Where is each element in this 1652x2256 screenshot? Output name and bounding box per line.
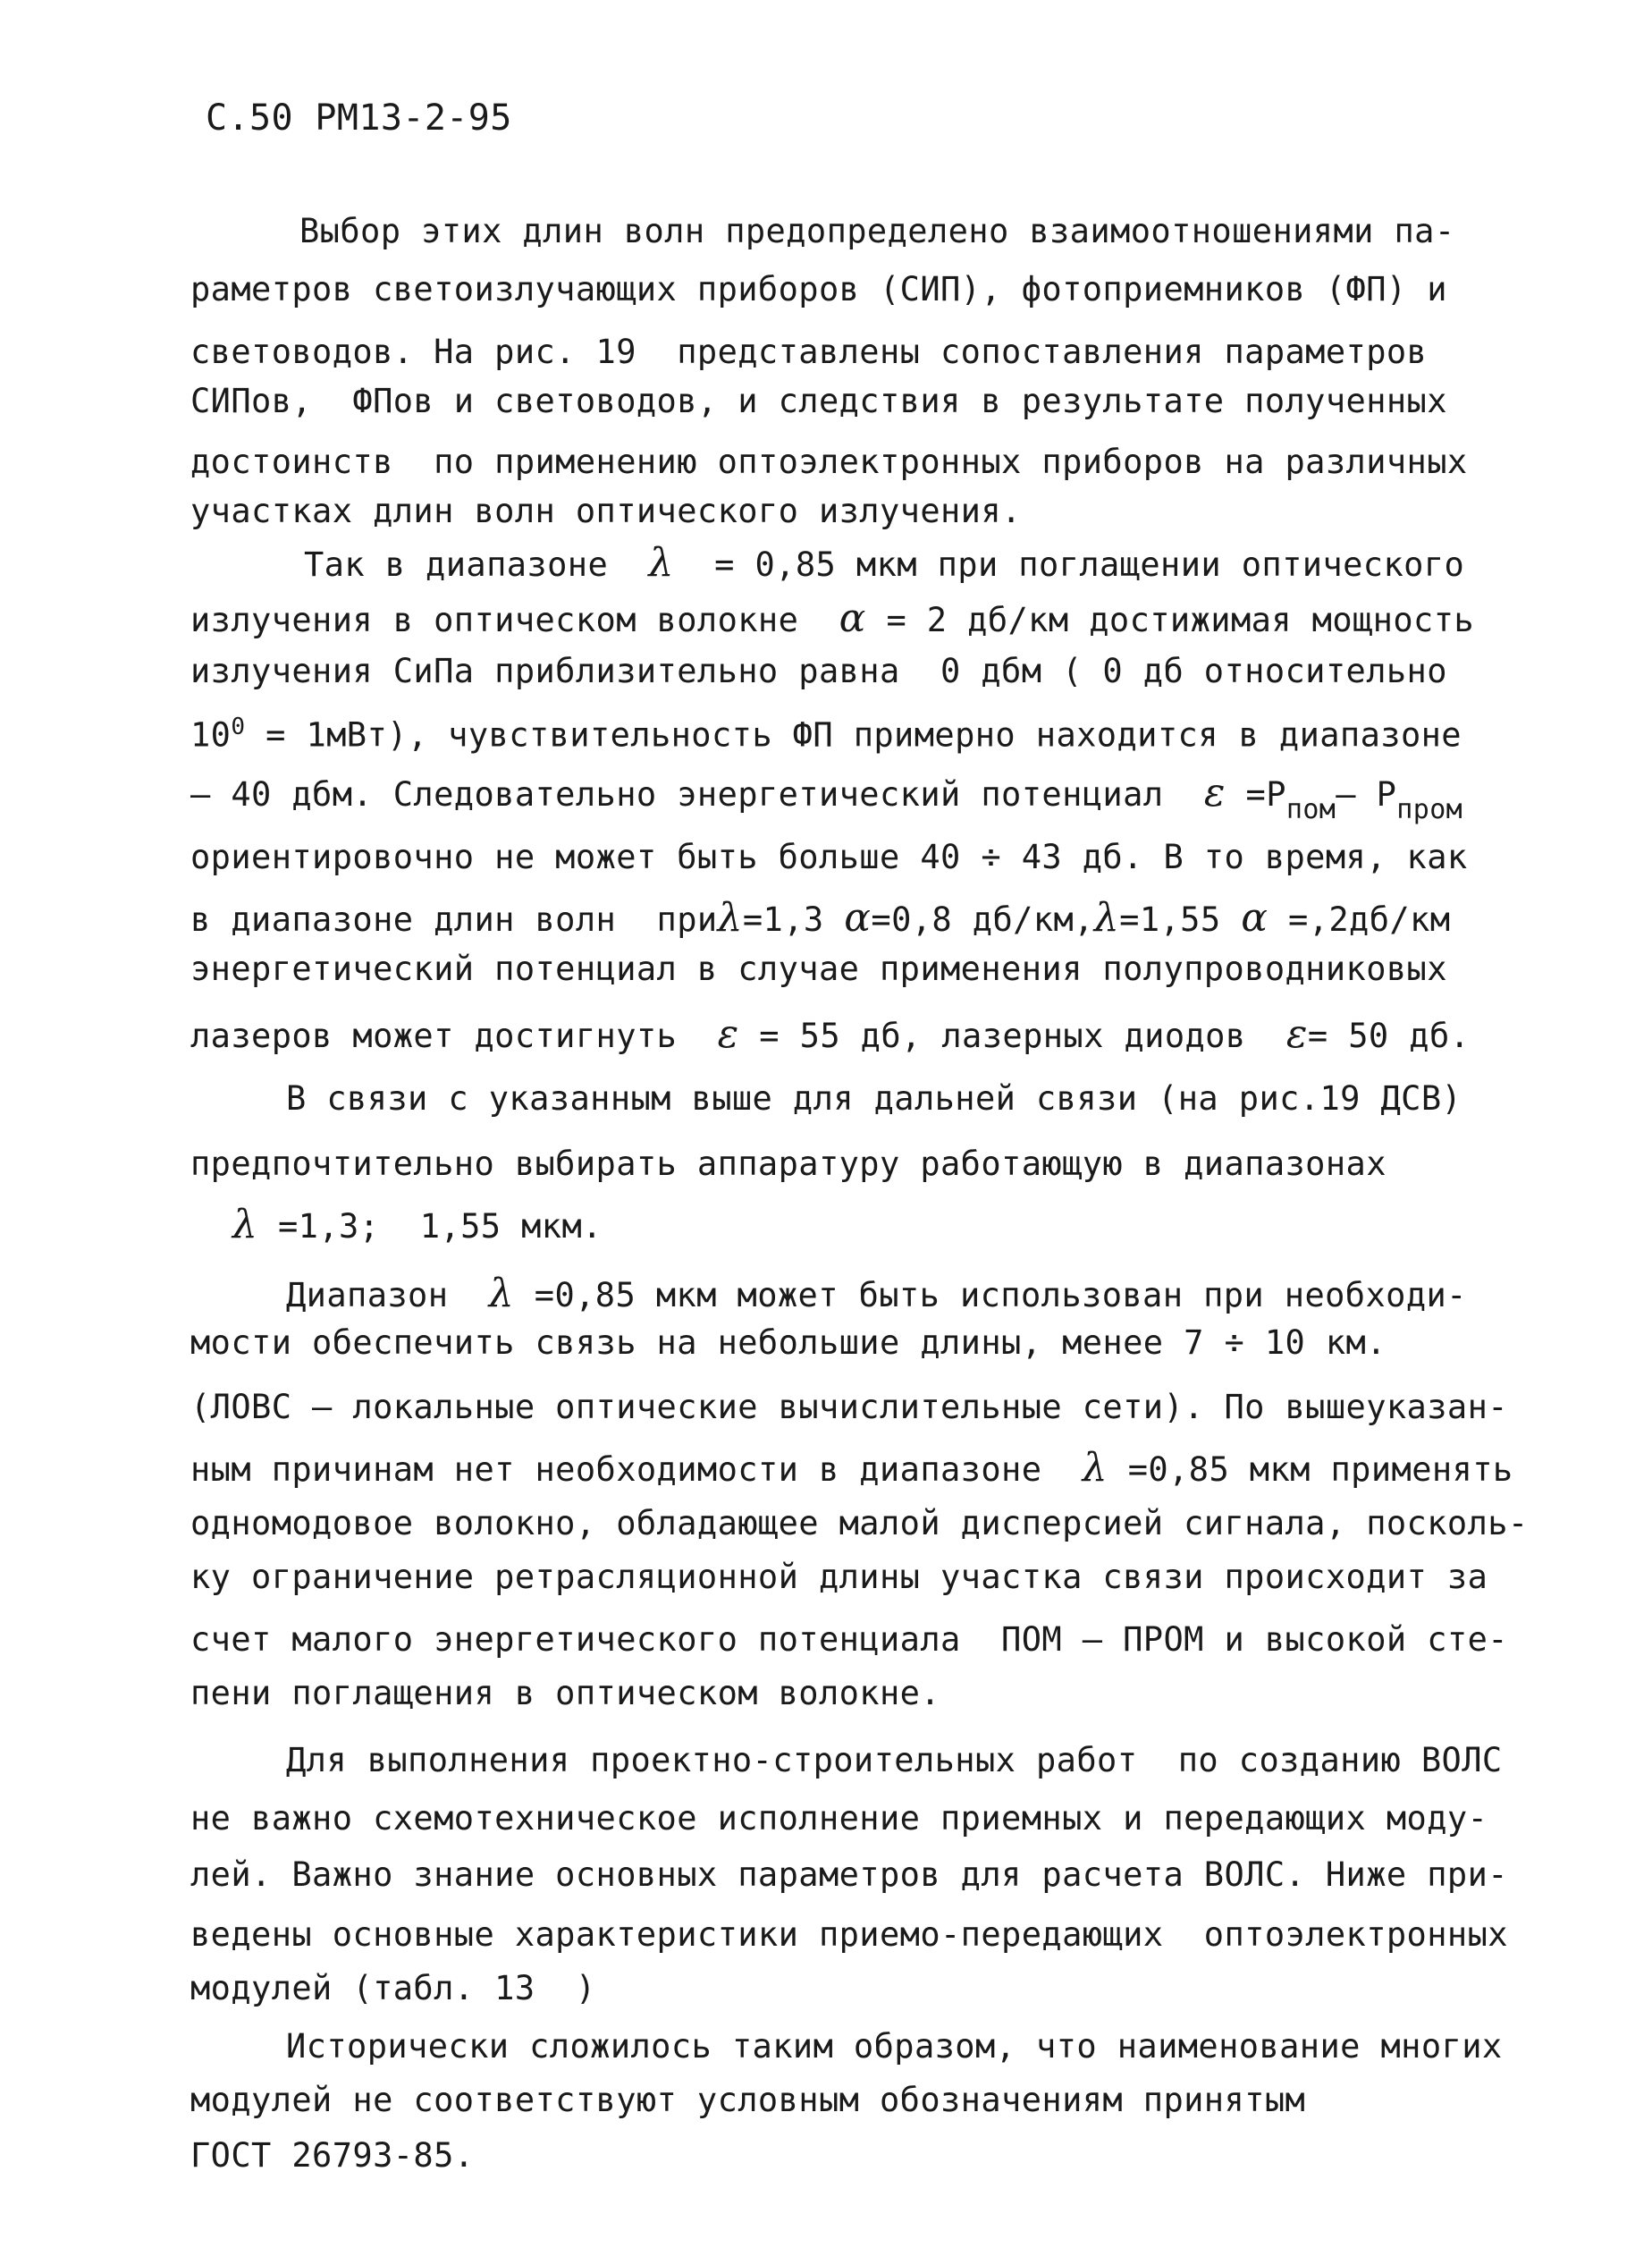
text-run: лазеров может достигнуть xyxy=(190,1017,678,1055)
text-line: раметров светоизлучающих приборов (СИП), фотоприемников (ФП) и xyxy=(190,270,1447,308)
text-line xyxy=(190,1445,1513,1491)
text-line xyxy=(190,1011,1471,1057)
text-line: Исторически сложилось таким образом, что наименование многих xyxy=(286,2027,1503,2066)
alpha-symbol: α xyxy=(844,895,872,941)
text-line: Выбор этих длин волн предопределено взаимоотношениями па- xyxy=(299,212,1455,250)
text-line xyxy=(190,770,1463,825)
text-line: не важно схемотехническое исполнение приемных и передающих моду- xyxy=(190,1799,1488,1838)
text-line: световодов. На рис. 19 представлены сопоставления параметров xyxy=(190,333,1428,371)
text-line: одномодовое волокно, обладающее малой дисперсией сигнала, посколь- xyxy=(190,1504,1529,1542)
text-run: = 0,85 мкм при поглащении оптического xyxy=(714,545,1465,584)
alpha-symbol: α xyxy=(1241,895,1268,941)
text-line: ведены основные характеристики приемо-передающих оптоэлектронных xyxy=(190,1915,1508,1954)
text-line: энергетический потенциал в случае применения полупроводниковых xyxy=(190,950,1447,988)
text-line: излучения СиПа приблизительно равна 0 дбм ( 0 дб относительно xyxy=(190,652,1447,690)
text-run: излучения в оптическом волокне xyxy=(190,601,799,639)
text-line xyxy=(286,1271,1467,1316)
text-line xyxy=(304,540,1465,586)
text-run: =0,85 мкм применять xyxy=(1127,1450,1513,1489)
text-run: 10 xyxy=(190,715,232,755)
text-line xyxy=(190,895,1451,941)
text-line: ку ограничение ретрасляционной длины участка связи происходит за xyxy=(190,1558,1488,1596)
text-line: мости обеспечить связь на небольшие длины, менее 7 ÷ 10 км. xyxy=(190,1323,1386,1362)
text-run: в диапазоне длин волн при xyxy=(190,900,718,939)
text-line: ГОСТ 26793-85. xyxy=(190,2136,475,2175)
text-run: =0,85 мкм может быть использован при необходи- xyxy=(534,1276,1467,1314)
text-line: модулей (табл. 13 ) xyxy=(190,1969,596,2007)
epsilon-symbol: ε xyxy=(1203,770,1226,815)
epsilon-symbol: ε xyxy=(717,1011,739,1057)
text-run: =P xyxy=(1245,775,1286,814)
text-run: =1,55 xyxy=(1119,900,1221,939)
text-line: пени поглащения в оптическом волокне. xyxy=(190,1674,941,1712)
lambda-symbol: λ xyxy=(1093,895,1120,941)
text-line: предпочтительно выбирать аппаратуру работающую в диапазонах xyxy=(190,1145,1386,1183)
subscript: пом xyxy=(1285,794,1336,825)
subscript: пром xyxy=(1396,794,1463,825)
text-run: Так в диапазоне xyxy=(304,545,609,584)
text-line: ориентировочно не может быть больше 40 ÷ 43 дб. В то время, как xyxy=(190,838,1468,876)
lambda-symbol: λ xyxy=(488,1271,515,1316)
lambda-symbol: λ xyxy=(232,1202,258,1247)
text-line: Для выполнения проектно-строительных работ по созданию ВОЛС xyxy=(286,1741,1503,1779)
text-run: – P xyxy=(1336,775,1397,814)
text-line: достоинств по применению оптоэлектронных приборов на различных xyxy=(190,443,1468,481)
text-line: СИПов, ФПов и световодов, и следствия в результате полученных xyxy=(190,382,1447,420)
epsilon-symbol: ε xyxy=(1285,1011,1308,1057)
text-run: = 2 дб/км достижимая мощность xyxy=(886,601,1475,639)
page-header: С.50 РМ13-2-95 xyxy=(206,97,512,139)
text-line: модулей не соответствуют условным обозначениям принятым xyxy=(190,2081,1306,2119)
text-run: =0,8 дб/км, xyxy=(871,900,1094,939)
text-run: = 1мВт), чувствительность ФП примерно находится в диапазоне xyxy=(245,715,1462,755)
lambda-symbol: λ xyxy=(648,540,674,586)
text-line xyxy=(190,714,1462,755)
text-line xyxy=(190,596,1475,641)
text-run: – 40 дбм. Следовательно энергетический потенциал xyxy=(190,775,1164,814)
text-line: счет малого энергетического потенциала ПОМ – ПРОМ и высокой сте- xyxy=(190,1620,1508,1659)
superscript: 0 xyxy=(231,714,246,740)
text-run: =1,3 xyxy=(742,900,824,939)
text-line: (ЛОВС – локальные оптические вычислительные сети). По вышеуказан- xyxy=(190,1388,1508,1426)
text-run: =,2дб/км xyxy=(1268,900,1451,939)
text-run: = 55 дб, лазерных диодов xyxy=(759,1017,1246,1055)
text-run: = 50 дб. xyxy=(1307,1017,1471,1055)
text-line: лей. Важно знание основных параметров для расчета ВОЛС. Ниже при- xyxy=(190,1855,1508,1894)
text-run: Диапазон xyxy=(286,1276,449,1314)
text-line xyxy=(232,1202,603,1247)
text-line: участках длин волн оптического излучения. xyxy=(190,492,1022,530)
lambda-symbol: λ xyxy=(1082,1445,1108,1491)
alpha-symbol: α xyxy=(839,596,866,641)
lambda-symbol: λ xyxy=(717,895,743,941)
text-line: В связи с указанным выше для дальней связи (на рис.19 ДСВ) xyxy=(286,1079,1462,1118)
text-run: ным причинам нет необходимости в диапазоне xyxy=(190,1450,1042,1489)
text-run: =1,3; 1,55 мкм. xyxy=(277,1207,603,1246)
